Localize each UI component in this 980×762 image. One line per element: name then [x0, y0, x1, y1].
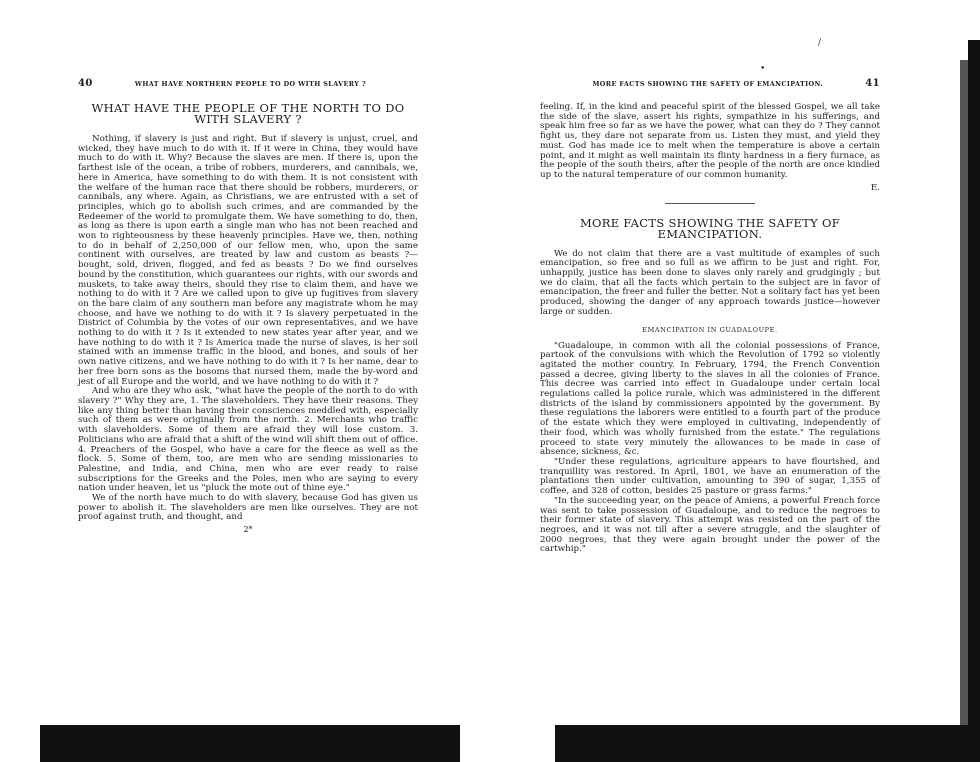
body-paragraph: We of the north have much to do with slavery, because God has given us power to abolish it. The slaveholders are men like ourselves. They are not proof against truth, and thought, and	[78, 493, 418, 523]
left-article-heading: WHAT HAVE THE PEOPLE OF THE NORTH TO DO WITH SLAVERY ?	[91, 101, 405, 126]
body-paragraph: "Under these regulations, agriculture appears to have flourished, and tranquillity was restored. In April, 1801, we have an enumeration of the plantations then under cultivation, amounting to 390 of sugar, 1,355 of coffee, and 328 of cotton, besides 25 pasture or grass farms."	[540, 456, 880, 497]
body-paragraph: "In the succeeding year, on the peace of Amiens, a powerful French force was sent to take possession of Guadaloupe, and to reduce the negroes to their former state of slavery. This attempt was resisted on the part of the negroes, and it was not till after a severe struggle, and the slaughter of 2000 negroes, that they were again brought under the power of the cartwhip."	[540, 495, 880, 555]
scan-edge-shadow	[960, 60, 968, 725]
body-paragraph: And who are they who ask, "what have the people of the north to do with slavery ?" Why they are, 1. The slaveholders. They have their reasons. They like any thing better than having their consciences meddled with, especially such of them as were originally from the north. 2. Merchants who traffic with slaveholders. Some of them are afraid they will lose custom. 3. Politicians who are afraid that a shift of the wind will shift them out of office. 4. Preachers of the Gospel, who have a care for the fleece as well as the flock. 5. Some of them, too, are men who are sending missionaries to Palestine, and India, and China, men who are ever ready to raise subscriptions for the Greeks and the Poles, men who are saying to every nation under heaven, let us "pluck the mote out of thine eye."	[78, 386, 418, 494]
page-speck: •	[760, 64, 766, 74]
right-page-number: 41	[865, 78, 880, 89]
continued-paragraph: feeling. If, in the kind and peaceful spirit of the blessed Gospel, we all take the side of the slave, assert his rights, sympathize in his sufferings, and speak him free so far as we have the power, what can they do ? They cannot fight us, they dare not separate from us. Listen they must, and yield they must. God has made ice to melt when the temperature is above a certain point, and it might as well maintain its flinty hardness in a fiery furnace, as the people of the south theirs, after the people of the north are once kindled up to the natural temperature of our common humanity.	[540, 102, 880, 180]
right-page	[540, 78, 880, 555]
right-article-heading: MORE FACTS SHOWING THE SAFETY OF EMANCIPATION.	[579, 215, 841, 241]
right-running-title: MORE FACTS SHOWING THE SAFETY OF EMANCIPATION.	[592, 80, 823, 88]
author-signature: E.	[870, 182, 880, 193]
scan-edge-shadow	[555, 725, 980, 762]
scan-edge-shadow	[40, 725, 460, 762]
scan-edge-shadow	[968, 40, 980, 762]
section-subheading: EMANCIPATION IN GUADALOUPE.	[642, 325, 778, 334]
body-paragraph: Nothing, if slavery is just and right. But if slavery is unjust, cruel, and wicked, they have much to do with it. If it were in China, they would have much to do with it. Why? Because the slaves are men. If there is, upon the farthest isle of the ocean, a tribe of robbers, murderers, and cannibals, we, here in America, have something to do with them. It is not consistent with the welfare of the human race that there should be robbers, murderers, or cannibals, any where. Again, as Christians, we are entrusted with a set of principles, which go to abolish such crimes, and are commanded by the Redeemer of the world to promulgate them. We have something to do, then, as long as there is upon earth a single man who has not been reached and won to righteousness by these heavenly principles. Have we, then, nothing to do in behalf of 2,250,000 of our fellow men, who, upon the same continent with ourselves, are treated by law and custom as beasts ?—bought, sold, driven, flogged, and fed as beasts ? Do we find ourselves bound by the constitution, which guarantees our rights, with our swords and muskets, to take away theirs, should they rise to claim them, and have we nothing to do with it ? Are we called upon to give up fugitives from slavery on the bare claim of any southern man before any magistrate whom he may choose, and have we nothing to do with it ? Is slavery perpetuated in the District of Columbia by the votes of our own representatives, and we have nothing to do with it ? Is it extended to new states year after year, and we have nothing to do with it ? Is America made the nurse of slaves, is her soil stained with an immense traffic in the blood, and bones, and souls of her own native citizens, and we have nothing to do with it ? Is her name, dear to her free born sons as the bosoms that nursed them, made the by-word and jest of all Europe and the world, and we have nothing to do with it ?	[78, 134, 418, 387]
left-page	[78, 78, 418, 534]
right-running-head	[540, 78, 880, 89]
printer-signature-mark: 2*	[243, 525, 253, 535]
body-paragraph: "Guadaloupe, in common with all the colonial possessions of France, partook of the convulsions with which the Revolution of 1792 so violently agitated the mother country. In February, 1794, the French Convention passed a decree, giving liberty to the slaves in all the colonies of France. This decree was carried into effect in Guadaloupe under certain local regulations called la police rurale, which was administered in the different districts of the island by commissioners appointed by the government. By these regulations the laborers were entitled to a fourth part of the produce of the estate which they were employed in cultivating, independently of their food, which was wholly furnished from the estate." The regulations proceed to state very minutely the allowances to be made in case of absence, sickness, &c.	[540, 340, 880, 458]
page-speck: /	[818, 38, 822, 48]
section-divider	[665, 203, 755, 204]
intro-paragraph: We do not claim that there are a vast multitude of examples of such emancipation, so free and so full as we affirm to be just and right. For, unhappily, justice has been done to slaves only rarely and grudgingly ; but we do claim, that all the facts which pertain to the subject are in favor of emancipation, the freer and fuller the better. Not a solitary fact has yet been produced, showing the danger of any approach towards justice—however large or sudden.	[540, 248, 880, 317]
left-running-head	[78, 78, 418, 89]
left-running-title: WHAT HAVE NORTHERN PEOPLE TO DO WITH SLAVERY ?	[134, 80, 366, 88]
left-page-number: 40	[78, 78, 93, 89]
